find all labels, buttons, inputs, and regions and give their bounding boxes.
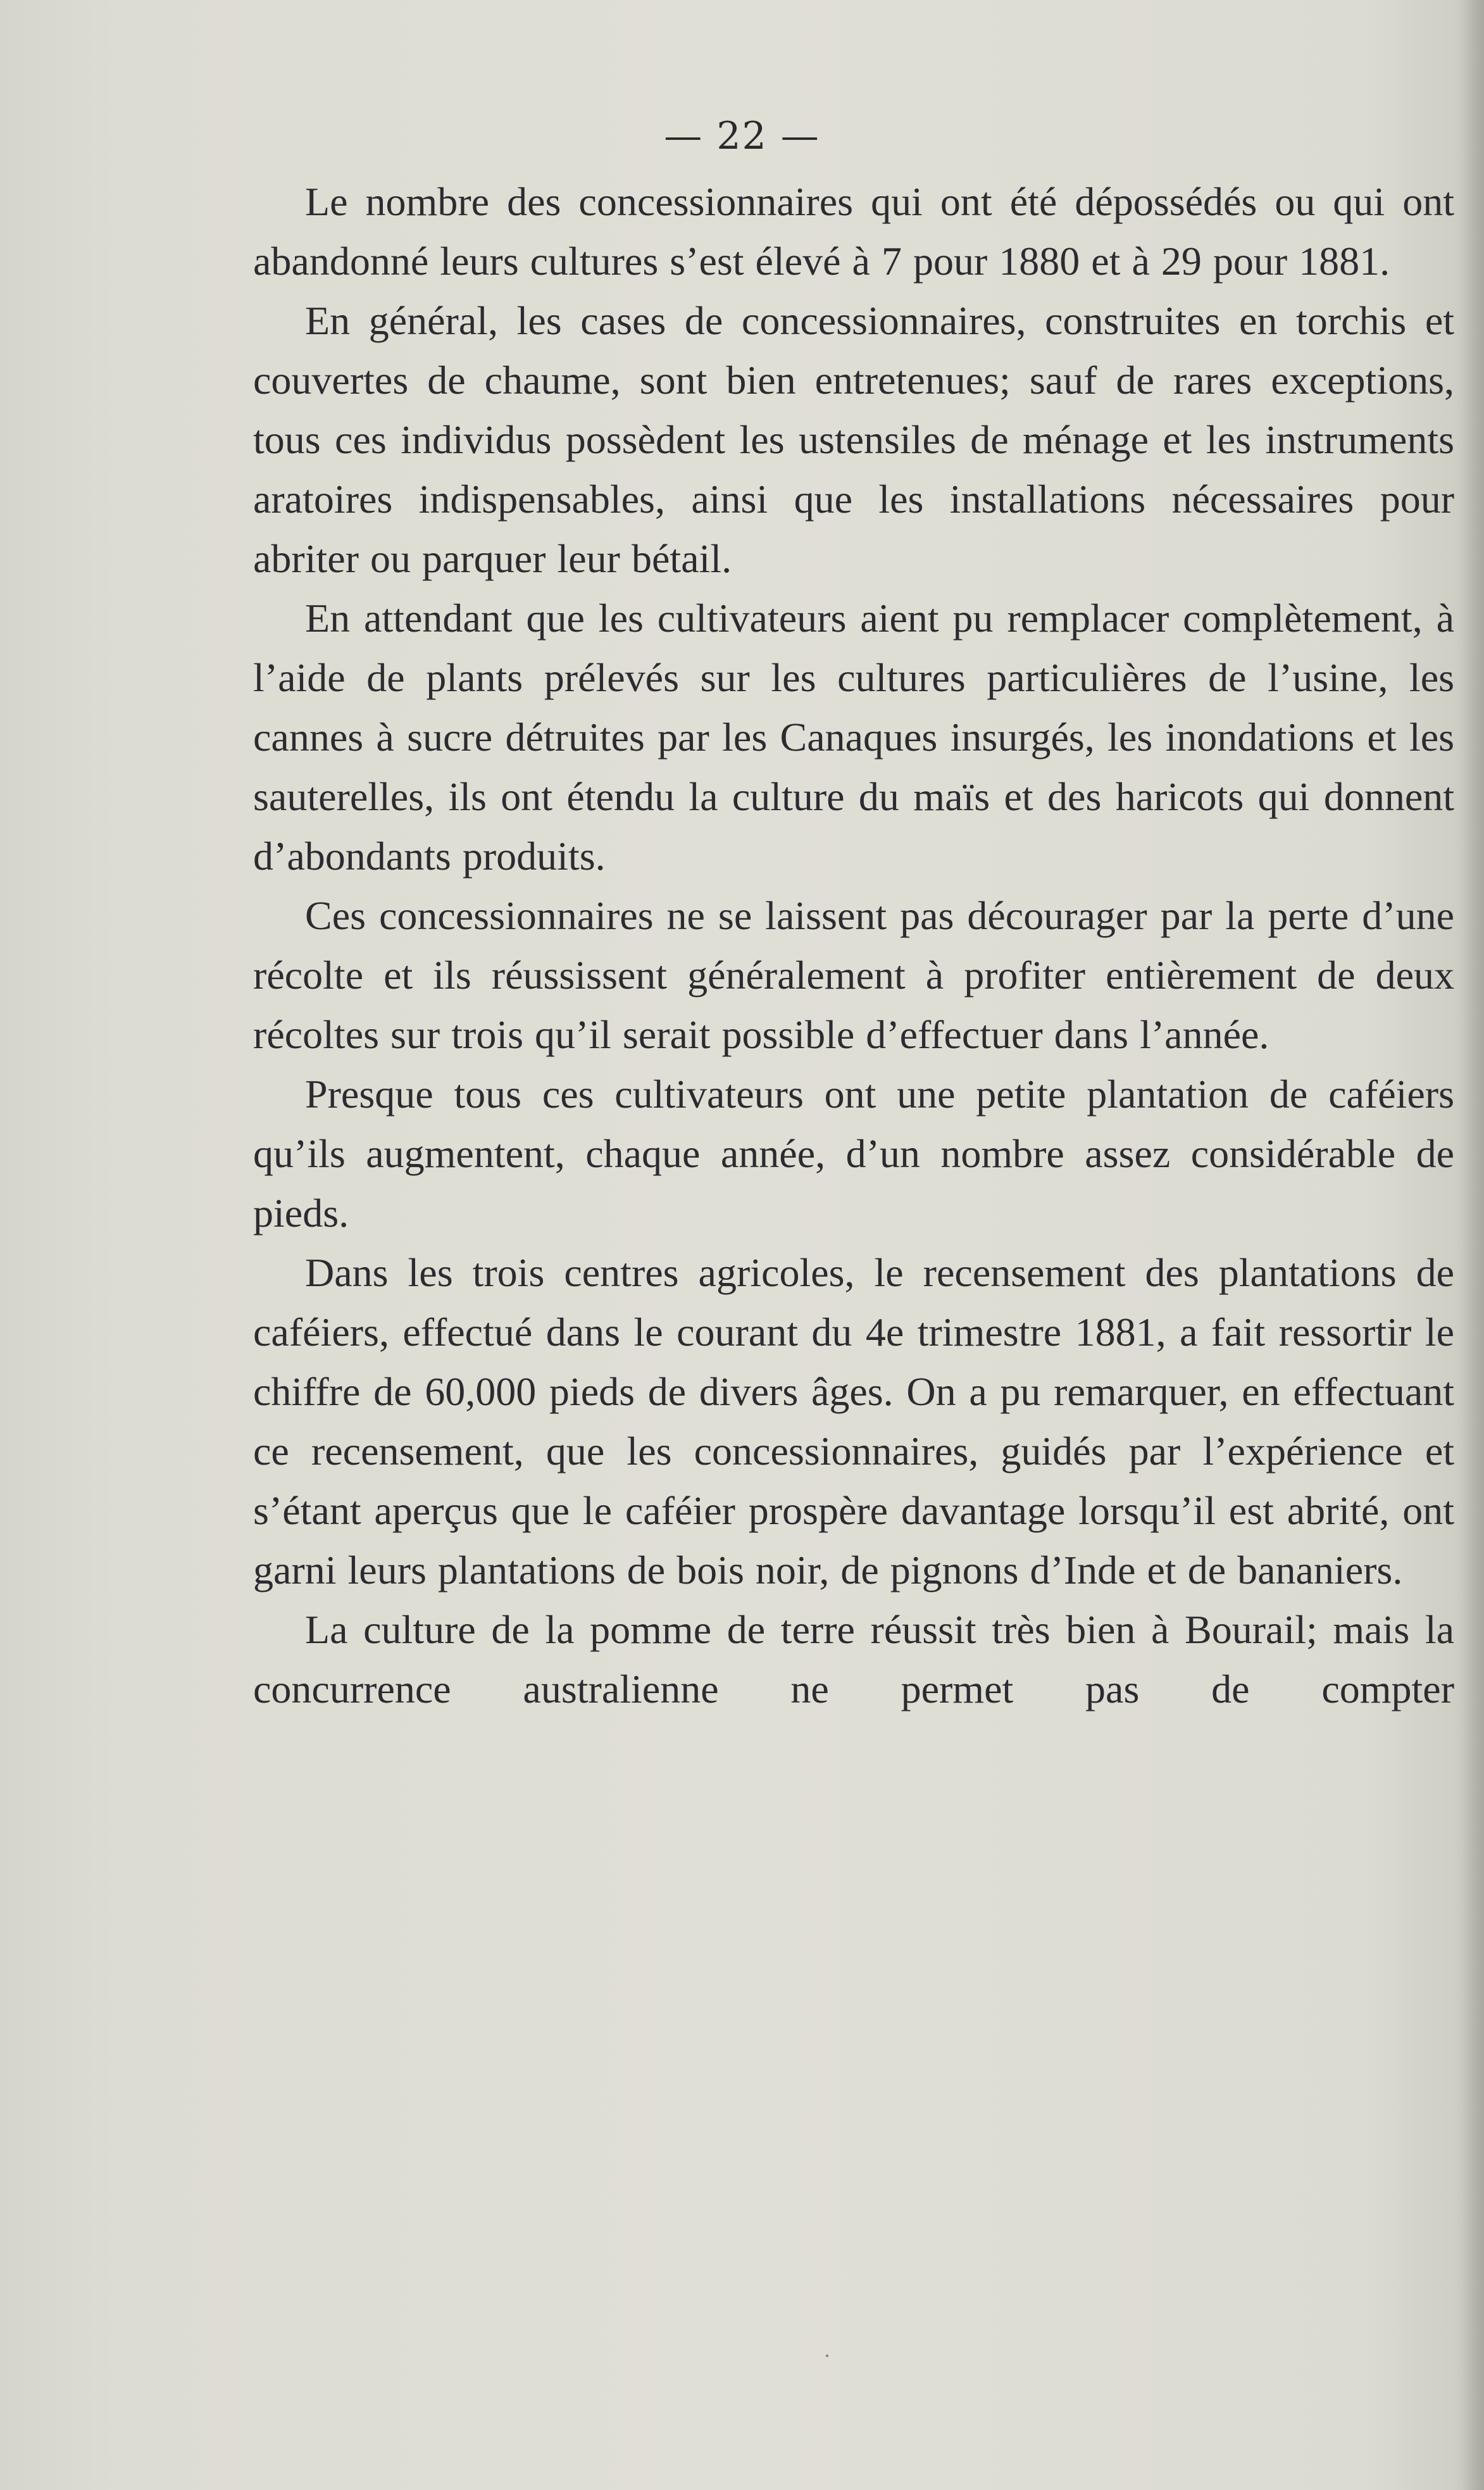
paper-speck (826, 2355, 828, 2357)
page-edge-shadow (1462, 0, 1484, 2490)
paragraph-6: Dans les trois centres agricoles, le recensement des plantations de caféiers, effectué dans le courant du 4e trimestre 1881, a fait ressortir le chiffre de 60,000 pieds de divers âges. On a pu remarquer, en effectuant ce recensement, que les concessionnaires, guidés par l’expérience et s’étant aperçus que le caféier prospère davantage lorsqu’il est abrité, ont garni leurs plantations de bois noir, de pignons d’Inde et de bananiers. (253, 1250, 1454, 1592)
paragraph-3: En attendant que les cultivateurs aient pu remplacer complètement, à l’aide de plants prélevés sur les cultures particulières de l’usine, les cannes à sucre détruites par les Canaques insurgés, les inondations et les sauterelles, ils ont étendu la culture du maïs et des haricots qui donnent d’abondants produits. (253, 596, 1454, 879)
paragraph-7: La culture de la pomme de terre réussit très bien à Bourail; mais la concurrence australienne ne permet pas de compter (253, 1607, 1454, 1711)
paragraph-1: Le nombre des concessionnaires qui ont été dépossédés ou qui ont abandonné leurs cultures s’est élevé à 7 pour 1880 et à 29 pour 1881. (253, 179, 1454, 284)
paragraph-4: Ces concessionnaires ne se laissent pas décourager par la perte d’une récolte et ils réussissent généralement à profiter entièrement de deux récoltes sur trois qu’il serait possible d’effectuer dans l’année. (253, 893, 1454, 1057)
paragraph-5: Presque tous ces cultivateurs ont une petite plantation de caféiers qu’ils augmentent, chaque année, d’un nombre assez considérable de pieds. (253, 1072, 1454, 1236)
page-number: — 22 — (664, 114, 820, 158)
body-text (253, 172, 1454, 1719)
paragraph-2: En général, les cases de concessionnaires, construites en torchis et couvertes de chaume, sont bien entretenues; sauf de rares exceptions, tous ces individus possèdent les ustensiles de ménage et les instruments aratoires indispensables, ainsi que les installations nécessaires pour abriter ou parquer leur bétail. (253, 298, 1454, 581)
